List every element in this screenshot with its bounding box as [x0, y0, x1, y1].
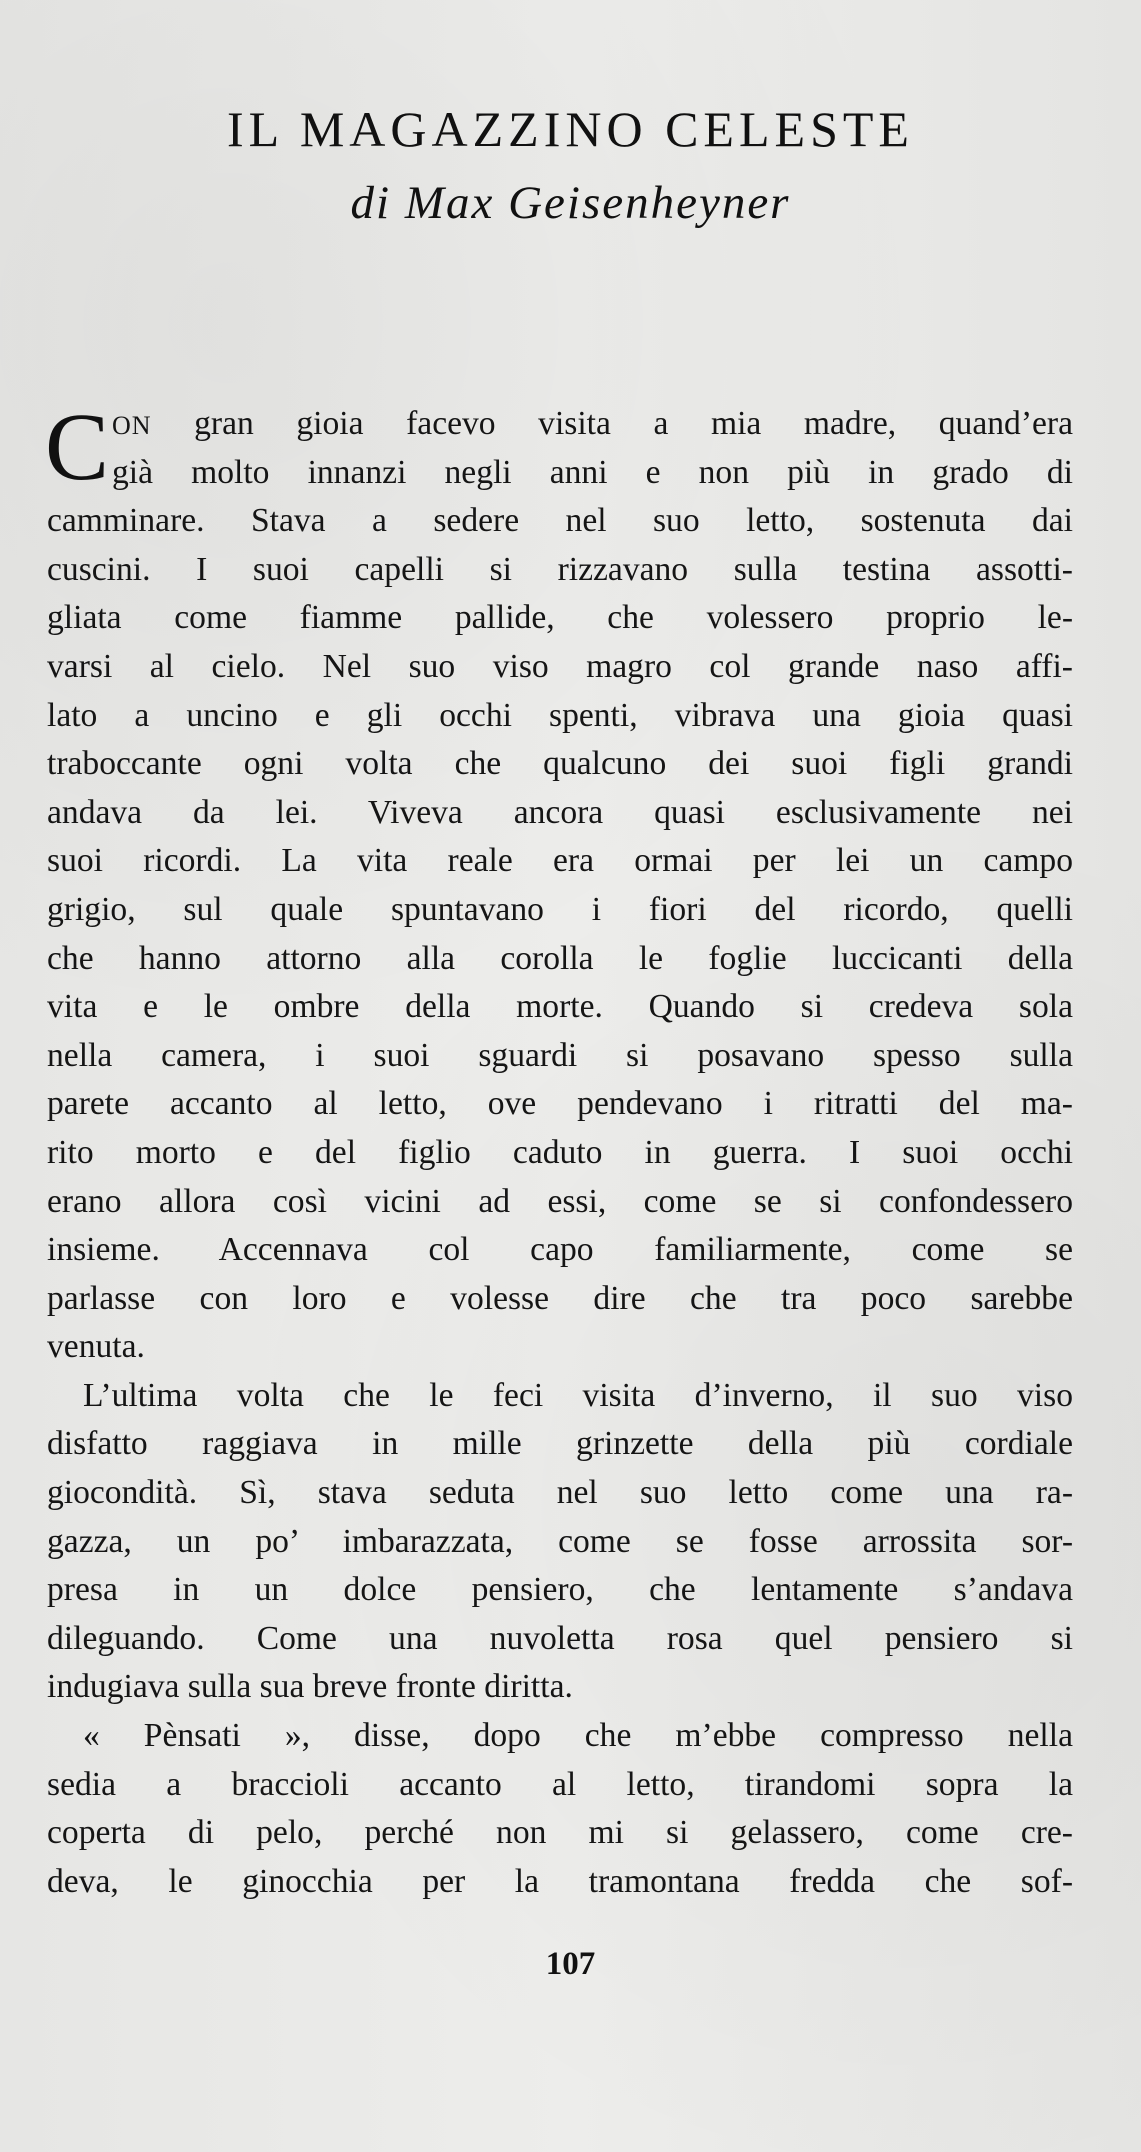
text-line: « Pènsati », disse, dopo che m’ebbe compresso nella — [83, 1717, 1073, 1755]
text-line: insieme. Accennava col capo familiarmente, come se — [47, 1231, 1073, 1269]
text-line: rito morto e del figlio caduto in guerra. I suoi occhi — [47, 1133, 1073, 1171]
text-line: dileguando. Come una nuvoletta rosa quel pensiero si — [47, 1619, 1073, 1657]
text-line — [47, 400, 1073, 449]
text-line: giocondità. Sì, stava seduta nel suo letto come una ra- — [47, 1474, 1073, 1512]
text-line: coperta di pelo, perché non mi si gelassero, come cre- — [47, 1814, 1073, 1852]
text-line: gliata come fiamme pallide, che volessero proprio le- — [47, 599, 1073, 637]
text-line: lato a uncino e gli occhi spenti, vibrava una gioia quasi — [47, 696, 1073, 734]
text-line: indugiava sulla sua breve fronte diritta. — [47, 1668, 573, 1706]
story-author: di Max Geisenheyner — [350, 177, 791, 229]
text-line: suoi ricordi. La vita reale era ormai per lei un campo — [47, 842, 1073, 880]
text-line-content: gran gioia facevo visita a mia madre, quand’era — [151, 405, 1073, 442]
story-title: IL MAGAZZINO CELESTE — [227, 101, 914, 157]
text-line: grigio, sul quale spuntavano i fiori del ricordo, quelli — [47, 890, 1073, 928]
text-line: disfatto raggiava in mille grinzette della più cordiale — [47, 1425, 1073, 1463]
drop-cap: C — [45, 393, 110, 500]
text-line: nella camera, i suoi sguardi si posavano spesso sulla — [47, 1036, 1073, 1074]
text-line: traboccante ogni volta che qualcuno dei suoi figli grandi — [47, 745, 1073, 783]
text-line: presa in un dolce pensiero, che lentamente s’andava — [47, 1571, 1073, 1609]
text-line: già molto innanzi negli anni e non più in grado di — [112, 453, 1073, 491]
text-line: deva, le ginocchia per la tramontana fredda che sof- — [47, 1862, 1073, 1900]
text-line: gazza, un po’ imbarazzata, come se fosse arrossita sor- — [47, 1522, 1073, 1560]
text-line: vita e le ombre della morte. Quando si credeva sola — [47, 988, 1073, 1026]
small-caps-word: ON — [112, 411, 152, 440]
story-body — [45, 393, 1073, 1906]
text-line: sedia a braccioli accanto al letto, tirandomi sopra la — [47, 1765, 1073, 1803]
text-line: camminare. Stava a sedere nel suo letto, sostenuta dai — [47, 502, 1073, 540]
page-number: 107 — [545, 1946, 596, 1982]
text-line: andava da lei. Viveva ancora quasi esclusivamente nei — [47, 793, 1073, 831]
text-line: cuscini. I suoi capelli si rizzavano sulla testina assotti- — [47, 550, 1073, 588]
text-line: parlasse con loro e volesse dire che tra poco sarebbe — [47, 1279, 1073, 1317]
text-line: varsi al cielo. Nel suo viso magro col grande naso affi- — [47, 647, 1073, 685]
text-line: parete accanto al letto, ove pendevano i ritratti del ma- — [47, 1085, 1073, 1123]
text-line: erano allora così vicini ad essi, come se si confondessero — [47, 1182, 1073, 1220]
text-line: venuta. — [47, 1328, 145, 1366]
text-line: L’ultima volta che le feci visita d’inverno, il suo viso — [83, 1376, 1073, 1414]
text-line: che hanno attorno alla corolla le foglie luccicanti della — [47, 939, 1073, 977]
